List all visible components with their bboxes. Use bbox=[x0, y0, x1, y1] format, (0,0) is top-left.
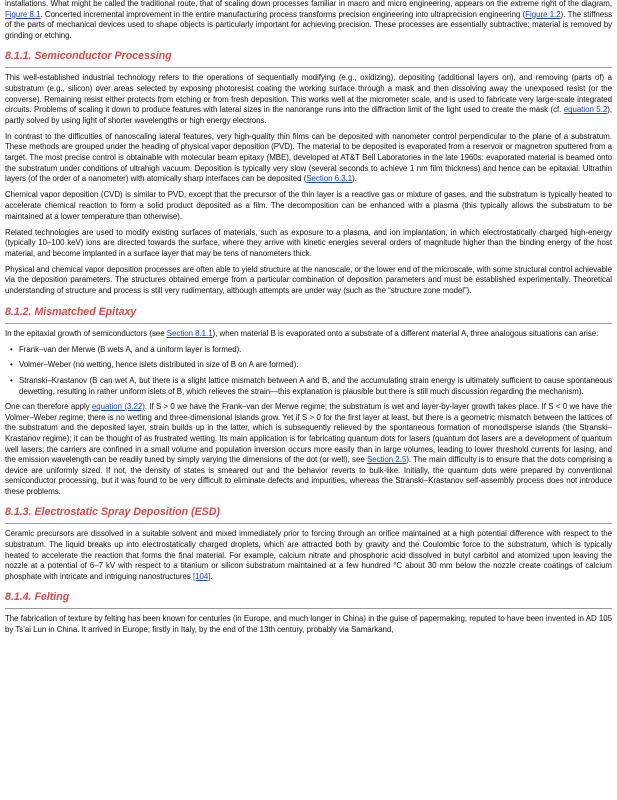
intro-text-3: ). The stiffness of the parts of mechanical devices used to shape objects is particularly important for achieving precision. These processes are essentially subtractive: material is removed by grinding or etching. bbox=[5, 9, 613, 40]
paragraph: Physical and chemical vapor deposition processes are often able to yield structure at the nanoscale, or the lower end of the microscale, with some structural control achievable via the deposition parameters. The structures obtained emerge from a particular combination of deposition parameters and must be established experimentally. Theoretical understanding of structure and process is still very rudimentary, although attempts are under way (such as the “structure zone model”). bbox=[5, 264, 612, 296]
paragraph bbox=[5, 529, 612, 582]
section-heading-8-1-1: 8.1.1. Semiconductor Processing bbox=[5, 50, 612, 68]
reference-104-link[interactable]: [104] bbox=[192, 571, 211, 581]
paragraph: The fabrication of texture by felting has been known for centuries (in Europe, and much longer in China) in the guise of papermaking, reputed to have been invented in AD 105 by Ts’ai Lun in China. It arrived in Europe, firstly in Italy, by the end of the 13th century, probably via Samarkand, bbox=[5, 614, 612, 635]
paragraph-text: ). The main difficulty is to ensure that the dots comprising a device are uniformly sized. If not, the density of states is smeared out and the behavior reverts to bulk-like. Initially, the quantum dots were prepared by conventional semiconductor processing, but it was found to be very difficult to eliminate defects and impurities, whereas the Stranski–Krastanov self-assembly process does not introduce these problems. bbox=[5, 455, 613, 496]
paragraph-text: In the epitaxial growth of semiconductors (see bbox=[5, 328, 167, 338]
section-8-1-1-link[interactable]: Section 8.1.1 bbox=[166, 328, 213, 338]
list-item: • Volmer–Weber (no wetting, hence islets distributed in size of B on A are formed). bbox=[5, 360, 612, 371]
section-heading-8-1-2: 8.1.2. Mismatched Epitaxy bbox=[5, 306, 612, 324]
equation-5-2-link[interactable]: equation 5.2 bbox=[563, 105, 608, 115]
paragraph bbox=[5, 329, 612, 340]
paragraph-text: This well-established industrial technology refers to the operations of sequentially modifying (e.g., oxidizing), depositing (additional layers on), and removing (parts of) a substratum (e.g., silicon) over areas selected by exposing photoresist coating the working surface through a mask and then dissolving away the unexposed resist (or the converse). Remaining resist either protects from etching or from fresh deposition. This works well at the micrometer scale, and is used to fabricate very large-scale integrated circuits. Problems of scaling it down to produce features with lateral sizes in the nanorange runs into the diffraction limit of the light used to create the mask (cf. bbox=[5, 73, 612, 115]
equation-3-22-link[interactable]: equation (3.22) bbox=[91, 402, 145, 412]
list-item: • Stranski–Krastanov (B can wet A, but there is a slight lattice mismatch between A and B, and the accumulating strain energy is ultimately sufficient to cause spontaneous dewetting, resulting in rather uniform islets of B, which relieves the strain—this explanation is plausible but there is still much discussion regarding the mechanism). bbox=[5, 376, 612, 397]
section-2-5-link[interactable]: Section 2.5 bbox=[366, 455, 407, 465]
figure-8-1-link[interactable]: Figure 8.1 bbox=[5, 9, 41, 19]
paragraph-text: Ceramic precursors are dissolved in a suitable solvent and mixed immediately prior to forcing through an orifice maintained at a high potential difference with respect to the substratum. The liquid breaks up into electrostatically charged droplets, which are attracted both by gravity and the Coulombic force to the substratum, which is typically heated to accelerate the reaction that forms the final material. For example, calcium nitrate and phosphoric acid dissolved in butyl carbitol and atomized upon leaving the nozzle at a potential of 6–7 kV with respect to a titanium or silicon substratum maintained at a few hundred °C about 30 mm below the nozzle create coatings of calcium phosphate with intricate and intriguing nanostructures bbox=[5, 529, 612, 581]
intro-text-1: installations. What might be called the traditional route, that of scaling down processes familiar in macro and micro engineering, appears on the extreme right of the diagram, bbox=[5, 0, 612, 8]
paragraph-text: In contrast to the difficulties of nanoscaling lateral features, very high-quality thin films can be deposited with nanometer control perpendicular to the plane of a substratum. These methods are grouped under the heading of physical vapor deposition (PVD). The material to be deposited is evaporated from a reservoir or magnetron sputtered from a target. The most precise control is obtainable with molecular beam epitaxy (MBE), developed at AT&T Bell Laboratories in the late 1960s: evaporated material is beamed onto the substratum under conditions of ultrahigh vacuum. Deposition is typically very slow (several seconds to achieve 1 nm film thickness) and hence can be epitaxial. Ultrathin layers (of the order of a nanometer) with atomically sharp interfaces can be deposited ( bbox=[5, 131, 612, 184]
paragraph: Related technologies are used to modify existing surfaces of materials, such as exposure to a plasma, and ion implantation, in which electrostatically charged high-energy (typically 10–100 keV) ions are directed towards the surface, where they arrive with kinetic energies several orders of magnitude higher than the binding energy of the host material, and become implanted in a surface layer that may be tens of nanometers thick. bbox=[5, 227, 612, 258]
intro-text-2: . Concerted incremental improvement in the entire manufacturing process transforms precision engineering into ultraprecision engineering ( bbox=[40, 9, 526, 19]
paragraph-text: ), partly solved by using light of shorter wavelengths or high energy electrons. bbox=[5, 105, 613, 125]
paragraph-text: ). bbox=[352, 174, 357, 184]
paragraph bbox=[5, 402, 612, 497]
paragraph bbox=[5, 73, 612, 126]
bullet-list bbox=[5, 345, 612, 397]
section-6-3-1-link[interactable]: Section 6.3.1 bbox=[306, 174, 353, 184]
section-heading-8-1-4: 8.1.4. Felting bbox=[5, 591, 612, 609]
paragraph-text: ), when material B is evaporated onto a substrate of a different material A, three analogous situations can arise: bbox=[212, 328, 599, 338]
list-item: • Frank–van der Merwe (B wets A, and a uniform layer is formed). bbox=[5, 345, 612, 356]
paragraph: Chemical vapor deposition (CVD) is similar to PVD, except that the precursor of the thin layer is a reactive gas or mixture of gases, and the substratum is typically heated to accelerate chemical reaction to form a solid product deposited as a film. The decomposition can be enhanced with a plasma (this typically allows the substratum to be maintained at a lower temperature than otherwise). bbox=[5, 190, 612, 221]
figure-1-2-link[interactable]: Figure 1.2 bbox=[525, 9, 561, 19]
paragraph bbox=[5, 132, 612, 185]
section-heading-8-1-3: 8.1.3. Electrostatic Spray Deposition (ESD) bbox=[5, 506, 612, 524]
paragraph-text: . bbox=[210, 571, 213, 581]
paragraph-text: One can therefore apply bbox=[5, 402, 92, 412]
paragraph-text: . If S > 0 we have the Frank–van der Merwe regime; the substratum is wet and layer-by-layer growth takes place. If S < 0 we have the Volmer–Weber regime; there is no wetting and three-dimensional islands grow. Yet if S > 0 for the first layer at least, but there is a geometric mismatch between the lattices of the substratum and the deposited layer, strain builds up in the latter, which is subsequently relieved by the spontaneous formation of monodisperse islands (the Stranski–Krastanov regime); it can be thought of as frustrated wetting. Its main application is for fabricating quantum dots for lasers (quantum dot lasers are a development of quantum well lasers; the carriers are confined in a small volume and population inversion occurs more easily than in large volumes, leading to lower threshold currents for lasing, and the emission wavelength can be readily tuned by simply varying the dimensions of the dot (or well), see bbox=[5, 402, 612, 465]
intro-paragraph bbox=[5, 0, 612, 41]
